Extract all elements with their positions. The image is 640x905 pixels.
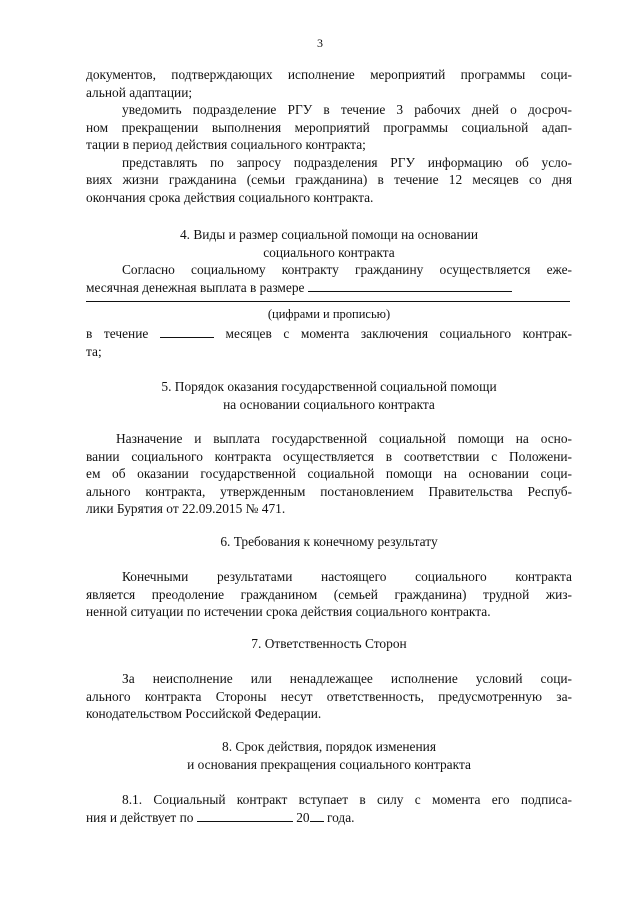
intro-paragraphs xyxy=(86,66,572,206)
section-8-line-2 xyxy=(86,809,572,827)
section-6-line-2: является преодоление гражданином (семьей гражданина) трудной жиз- xyxy=(86,586,572,602)
section-8-heading xyxy=(86,738,572,773)
section-8-title-1: 8. Срок действия, порядок изменения xyxy=(222,739,436,754)
section-4-line-2 xyxy=(86,279,572,297)
section-6-line-1: Конечными результатами настоящего социального контракта xyxy=(122,569,572,584)
section-4-body xyxy=(86,261,572,296)
section-4-title-2: социального контракта xyxy=(263,244,395,260)
year-blank-field[interactable] xyxy=(310,809,324,822)
section-7-line-3: конодательством Российской Федерации. xyxy=(86,706,322,721)
section-6-line-3: ненной ситуации по истечении срока действия социального контракта. xyxy=(86,604,491,619)
intro-line-8: окончания срока действия социального контракта. xyxy=(86,189,374,205)
section-6-title: 6. Требования к конечному результату xyxy=(220,534,438,549)
section-8-line-1: 8.1. Социальный контракт вступает в силу с момента его подписа- xyxy=(122,792,572,807)
intro-line-3: уведомить подразделение РГУ в течение 3 рабочих дней о досроч- xyxy=(122,102,572,117)
intro-line-6: представлять по запросу подразделения РГУ информацию об усло- xyxy=(122,154,572,170)
section-5-line-4: ального контракта, утвержденным постановлением Правительства Респуб- xyxy=(86,483,572,499)
end-date-blank-field[interactable] xyxy=(197,809,293,822)
section-5-title-1: 5. Порядок оказания государственной социальной помощи xyxy=(161,379,497,394)
section-4-heading xyxy=(86,226,572,261)
section-5-body xyxy=(86,430,572,518)
section-4-line-2-text: месячная денежная выплата в размере xyxy=(86,279,305,295)
amount-hint: (цифрами и прописью) xyxy=(267,307,391,321)
section-7-heading xyxy=(86,635,572,653)
section-8-title-2: и основания прекращения социального контракта xyxy=(187,756,471,772)
section-7-body xyxy=(86,670,572,723)
amount-continuation-line[interactable] xyxy=(86,301,570,302)
section-4-line-3 xyxy=(86,325,572,343)
year-prefix: 20 xyxy=(296,809,310,825)
section-4-term-prefix: в течение xyxy=(86,326,149,341)
section-5-line-2: вании социального контракта осуществляется в соответствии с Положени- xyxy=(86,448,572,464)
section-4-term-suffix: месяцев с момента заключения социального контрак- xyxy=(225,326,572,341)
intro-line-1: документов, подтверждающих исполнение мероприятий программы соци- xyxy=(86,67,572,82)
section-8-body xyxy=(86,791,572,826)
intro-line-5: тации в период действия социального контракта; xyxy=(86,137,366,152)
section-5-line-1: Назначение и выплата государственной социальной помощи на осно- xyxy=(116,431,572,446)
section-4-title-1: 4. Виды и размер социальной помощи на основании xyxy=(179,227,479,242)
section-5-line-5: лики Бурятия от 22.09.2015 № 471. xyxy=(86,501,286,516)
section-4-term xyxy=(86,325,572,360)
section-7-line-1: За неисполнение или ненадлежащее исполнение условий соци- xyxy=(122,671,572,686)
section-5-line-3: ем об оказании государственной социальной помощи на основании соци- xyxy=(86,466,572,481)
section-8-line-2-prefix: ния и действует по xyxy=(86,809,194,825)
intro-line-2: альной адаптации; xyxy=(86,84,193,100)
section-7-title: 7. Ответственность Сторон xyxy=(251,636,407,651)
amount-blank-field[interactable] xyxy=(308,279,512,292)
section-4-line-4: та; xyxy=(86,343,102,359)
section-5-title-2: на основании социального контракта xyxy=(223,396,435,412)
intro-line-4: ном прекращении выполнения мероприятий программы социальной адап- xyxy=(86,119,572,135)
section-6-heading xyxy=(86,533,572,551)
section-7-line-2: ального контракта Стороны несут ответственность, предусмотренную за- xyxy=(86,688,572,704)
section-6-body xyxy=(86,568,572,621)
section-5-heading xyxy=(86,378,572,413)
months-blank-field[interactable] xyxy=(160,325,214,338)
year-suffix: года. xyxy=(326,809,355,825)
section-4-line-1: Согласно социальному контракту гражданину осуществляется еже- xyxy=(122,262,572,277)
page-number: 3 xyxy=(317,36,323,50)
intro-line-7: виях жизни гражданина (семьи гражданина) в течение 12 месяцев со дня xyxy=(86,172,572,187)
